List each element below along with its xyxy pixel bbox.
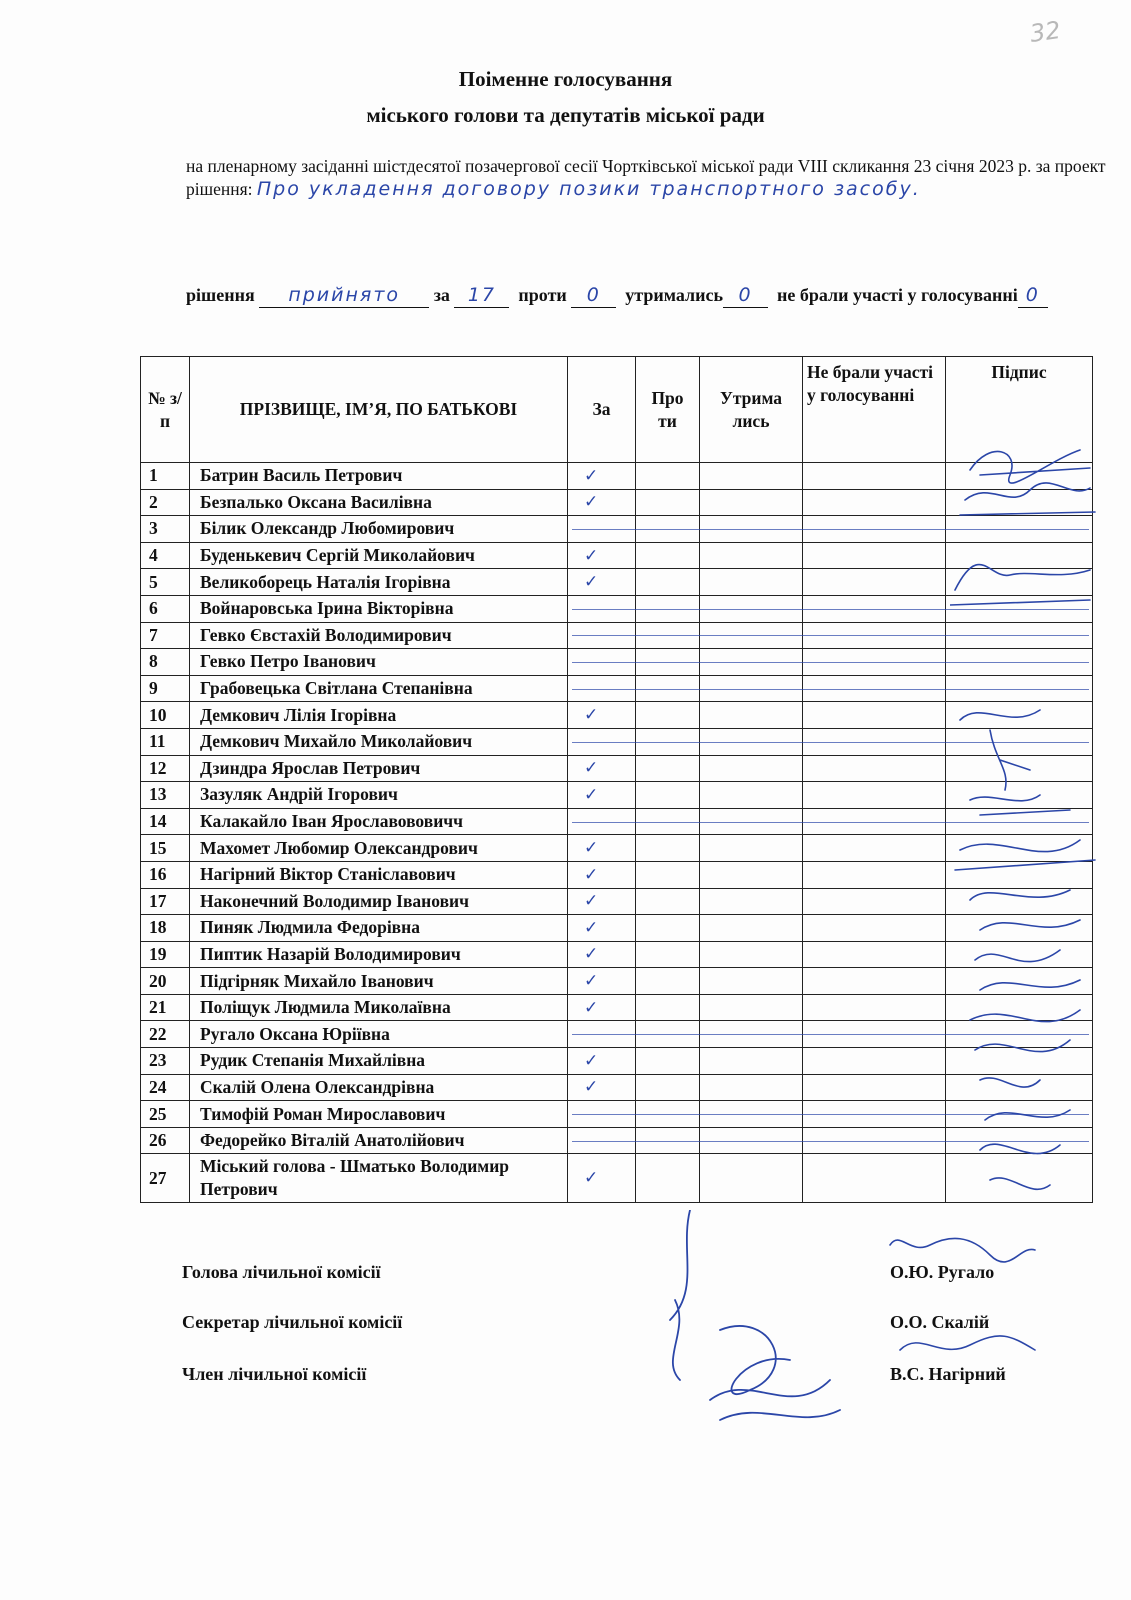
checkmark-icon: ✓ bbox=[584, 572, 599, 593]
checkmark-icon: ✓ bbox=[584, 1168, 599, 1189]
row-number: 12 bbox=[141, 755, 190, 782]
row-number: 18 bbox=[141, 915, 190, 942]
row-number: 14 bbox=[141, 808, 190, 835]
row-number: 2 bbox=[141, 489, 190, 516]
not-participated-label: не брали участі у голосуванні bbox=[777, 285, 1018, 305]
vote-for-cell bbox=[568, 463, 636, 490]
vote-for-cell bbox=[568, 542, 636, 569]
deputy-name: Рудик Степанія Михайлівна bbox=[190, 1048, 568, 1075]
vote-abstained-cell bbox=[700, 941, 803, 968]
commission-signature-drawing bbox=[650, 1210, 850, 1440]
row-number: 27 bbox=[141, 1154, 190, 1203]
vote-not-participated-cell bbox=[803, 915, 946, 942]
vote-for-cell bbox=[568, 1154, 636, 1203]
vote-for-cell bbox=[568, 968, 636, 995]
checkmark-icon: ✓ bbox=[584, 705, 599, 726]
row-number: 21 bbox=[141, 994, 190, 1021]
vote-not-participated-cell bbox=[803, 569, 946, 596]
vote-abstained-cell bbox=[700, 968, 803, 995]
header-for: За bbox=[568, 357, 636, 463]
vote-against-cell bbox=[636, 1074, 700, 1101]
checkmark-icon: ✓ bbox=[584, 784, 599, 805]
chair-label: Голова лічильної комісії bbox=[182, 1262, 381, 1282]
vote-not-participated-cell bbox=[803, 941, 946, 968]
row-number: 22 bbox=[141, 1021, 190, 1048]
vote-not-participated-cell bbox=[803, 489, 946, 516]
vote-for-cell bbox=[568, 835, 636, 862]
vote-against-cell bbox=[636, 569, 700, 596]
for-count: 17 bbox=[454, 283, 509, 308]
checkmark-icon: ✓ bbox=[584, 997, 599, 1018]
vote-against-cell bbox=[636, 542, 700, 569]
absent-strike-line bbox=[572, 822, 1089, 823]
vote-against-cell bbox=[636, 755, 700, 782]
deputy-name: Демкович Михайло Миколайович bbox=[190, 728, 568, 755]
deputy-name: Підгірняк Михайло Іванович bbox=[190, 968, 568, 995]
row-number: 8 bbox=[141, 649, 190, 676]
row-number: 3 bbox=[141, 516, 190, 543]
vote-for-cell bbox=[568, 915, 636, 942]
header-against: Про ти bbox=[636, 357, 700, 463]
deputy-name: Грабовецька Світлана Степанівна bbox=[190, 675, 568, 702]
name-signatures bbox=[880, 1225, 1040, 1375]
deputy-name: Пиняк Людмила Федорівна bbox=[190, 915, 568, 942]
absent-strike-line bbox=[572, 1114, 1089, 1115]
vote-against-cell bbox=[636, 489, 700, 516]
vote-not-participated-cell bbox=[803, 542, 946, 569]
document-subtitle: міського голови та депутатів міської ради bbox=[366, 103, 765, 127]
row-number: 26 bbox=[141, 1127, 190, 1154]
row-number: 4 bbox=[141, 542, 190, 569]
deputy-name: Гевко Петро Іванович bbox=[190, 649, 568, 676]
header-abstained: Утрима лись bbox=[700, 357, 803, 463]
checkmark-icon: ✓ bbox=[584, 971, 599, 992]
vote-abstained-cell bbox=[700, 463, 803, 490]
name-signature-drawing bbox=[880, 1225, 1040, 1375]
deputy-name: Скалій Олена Олександрівна bbox=[190, 1074, 568, 1101]
deputy-name: Гевко Євстахій Володимирович bbox=[190, 622, 568, 649]
row-number: 20 bbox=[141, 968, 190, 995]
checkmark-icon: ✓ bbox=[584, 465, 599, 486]
vote-against-cell bbox=[636, 941, 700, 968]
checkmark-icon: ✓ bbox=[584, 838, 599, 859]
row-number: 19 bbox=[141, 941, 190, 968]
row-number: 11 bbox=[141, 728, 190, 755]
row-number: 16 bbox=[141, 861, 190, 888]
vote-against-cell bbox=[636, 835, 700, 862]
commission-signatures bbox=[650, 1210, 850, 1440]
deputy-name: Дзиндра Ярослав Петрович bbox=[190, 755, 568, 782]
checkmark-icon: ✓ bbox=[584, 891, 599, 912]
vote-against-cell bbox=[636, 888, 700, 915]
decision-value: прийнято bbox=[259, 283, 429, 308]
row-number: 24 bbox=[141, 1074, 190, 1101]
header-not-participated: Не брали участі у голосуванні bbox=[803, 357, 946, 463]
vote-abstained-cell bbox=[700, 755, 803, 782]
vote-result-summary bbox=[186, 283, 1116, 308]
vote-not-participated-cell bbox=[803, 835, 946, 862]
vote-abstained-cell bbox=[700, 782, 803, 809]
row-number: 5 bbox=[141, 569, 190, 596]
secretary-label: Секретар лічильної комісії bbox=[182, 1312, 403, 1332]
checkmark-icon: ✓ bbox=[584, 1050, 599, 1071]
row-number: 1 bbox=[141, 463, 190, 490]
deputy-name: Пиптик Назарій Володимирович bbox=[190, 941, 568, 968]
deputy-name: Наконечний Володимир Іванович bbox=[190, 888, 568, 915]
vote-against-cell bbox=[636, 782, 700, 809]
row-number: 6 bbox=[141, 595, 190, 622]
vote-for-cell bbox=[568, 569, 636, 596]
vote-not-participated-cell bbox=[803, 782, 946, 809]
vote-abstained-cell bbox=[700, 1154, 803, 1203]
absent-strike-line bbox=[572, 1034, 1089, 1035]
vote-not-participated-cell bbox=[803, 861, 946, 888]
vote-against-cell bbox=[636, 702, 700, 729]
deputy-name: Ругало Оксана Юріївна bbox=[190, 1021, 568, 1048]
vote-against-cell bbox=[636, 915, 700, 942]
abstained-label: утримались bbox=[625, 285, 723, 305]
absent-strike-line bbox=[572, 529, 1089, 530]
deputy-name: Білик Олександр Любомирович bbox=[190, 516, 568, 543]
vote-for-cell bbox=[568, 1048, 636, 1075]
vote-not-participated-cell bbox=[803, 1074, 946, 1101]
vote-not-participated-cell bbox=[803, 1154, 946, 1203]
absent-strike-line bbox=[572, 662, 1089, 663]
header-num: № з/п bbox=[141, 357, 190, 463]
vote-for-cell bbox=[568, 861, 636, 888]
vote-against-cell bbox=[636, 994, 700, 1021]
header-name: ПРІЗВИЩЕ, ІМ’Я, ПО БАТЬКОВІ bbox=[190, 357, 568, 463]
vote-abstained-cell bbox=[700, 888, 803, 915]
row-number: 23 bbox=[141, 1048, 190, 1075]
absent-strike-line bbox=[572, 742, 1089, 743]
row-number: 7 bbox=[141, 622, 190, 649]
vote-abstained-cell bbox=[700, 835, 803, 862]
intro-text: на пленарному засіданні шістдесятої позачергової сесії Чортківської міської ради VIII скликання 23 січня 2023 р. за проект рішення: bbox=[186, 156, 1106, 199]
member-name: В.С. Нагірний bbox=[890, 1364, 1006, 1384]
vote-against-cell bbox=[636, 1048, 700, 1075]
deputy-name: Демкович Лілія Ігорівна bbox=[190, 702, 568, 729]
vote-not-participated-cell bbox=[803, 994, 946, 1021]
decision-label: рішення bbox=[186, 285, 255, 305]
vote-not-participated-cell bbox=[803, 702, 946, 729]
deputy-name: Поліщук Людмила Миколаївна bbox=[190, 994, 568, 1021]
checkmark-icon: ✓ bbox=[584, 1077, 599, 1098]
vote-for-cell bbox=[568, 994, 636, 1021]
vote-for-cell bbox=[568, 782, 636, 809]
deputy-name: Буденькевич Сергій Миколайович bbox=[190, 542, 568, 569]
vote-abstained-cell bbox=[700, 861, 803, 888]
deputy-name: Безпалько Оксана Василівна bbox=[190, 489, 568, 516]
vote-not-participated-cell bbox=[803, 755, 946, 782]
signature-scribble-drawing bbox=[950, 430, 1100, 1210]
vote-abstained-cell bbox=[700, 702, 803, 729]
row-number: 25 bbox=[141, 1101, 190, 1128]
member-label: Член лічильної комісії bbox=[182, 1364, 367, 1384]
vote-against-cell bbox=[636, 968, 700, 995]
against-count: 0 bbox=[571, 283, 616, 308]
row-number: 17 bbox=[141, 888, 190, 915]
deputy-name: Калакайло Іван Ярославововичч bbox=[190, 808, 568, 835]
vote-for-cell bbox=[568, 702, 636, 729]
row-number: 9 bbox=[141, 675, 190, 702]
intro-paragraph bbox=[186, 155, 1116, 201]
deputy-name: Тимофій Роман Мирославович bbox=[190, 1101, 568, 1128]
deputy-name: Зазуляк Андрій Ігорович bbox=[190, 782, 568, 809]
deputy-name: Батрин Василь Петрович bbox=[190, 463, 568, 490]
checkmark-icon: ✓ bbox=[584, 758, 599, 779]
chair-name: О.Ю. Ругало bbox=[890, 1262, 995, 1282]
vote-abstained-cell bbox=[700, 1048, 803, 1075]
handwritten-project-title: Про укладення договору позики транспортного засобу. bbox=[256, 178, 921, 200]
page-number: 32 bbox=[1028, 16, 1063, 48]
abstained-count: 0 bbox=[723, 283, 768, 308]
vote-for-cell bbox=[568, 1074, 636, 1101]
deputy-name: Махомет Любомир Олександрович bbox=[190, 835, 568, 862]
document-title: Поіменне голосування bbox=[458, 67, 673, 91]
vote-not-participated-cell bbox=[803, 888, 946, 915]
signature-scribbles bbox=[950, 430, 1100, 1210]
deputy-name: Міський голова - Шматько Володимир Петрович bbox=[190, 1154, 568, 1203]
vote-abstained-cell bbox=[700, 994, 803, 1021]
deputy-name: Федорейко Віталій Анатолійович bbox=[190, 1127, 568, 1154]
vote-abstained-cell bbox=[700, 915, 803, 942]
deputy-name: Нагірний Віктор Станіславович bbox=[190, 861, 568, 888]
vote-abstained-cell bbox=[700, 1074, 803, 1101]
header-signature: Підпис bbox=[946, 357, 1093, 463]
vote-for-cell bbox=[568, 941, 636, 968]
vote-abstained-cell bbox=[700, 542, 803, 569]
row-number: 13 bbox=[141, 782, 190, 809]
vote-against-cell bbox=[636, 861, 700, 888]
checkmark-icon: ✓ bbox=[584, 492, 599, 513]
vote-abstained-cell bbox=[700, 489, 803, 516]
vote-for-cell bbox=[568, 888, 636, 915]
checkmark-icon: ✓ bbox=[584, 944, 599, 965]
vote-for-cell bbox=[568, 755, 636, 782]
vote-not-participated-cell bbox=[803, 463, 946, 490]
secretary-name: О.О. Скалій bbox=[890, 1312, 990, 1332]
row-number: 15 bbox=[141, 835, 190, 862]
checkmark-icon: ✓ bbox=[584, 545, 599, 566]
vote-for-cell bbox=[568, 489, 636, 516]
checkmark-icon: ✓ bbox=[584, 864, 599, 885]
absent-strike-line bbox=[572, 635, 1089, 636]
absent-strike-line bbox=[572, 689, 1089, 690]
row-number: 10 bbox=[141, 702, 190, 729]
deputy-name: Войнаровська Ірина Вікторівна bbox=[190, 595, 568, 622]
for-label: за bbox=[433, 285, 450, 305]
against-label: проти bbox=[518, 285, 567, 305]
not-participated-count: 0 bbox=[1018, 283, 1048, 308]
vote-against-cell bbox=[636, 1154, 700, 1203]
absent-strike-line bbox=[572, 1141, 1089, 1142]
vote-not-participated-cell bbox=[803, 968, 946, 995]
vote-against-cell bbox=[636, 463, 700, 490]
deputy-name: Великоборець Наталія Ігорівна bbox=[190, 569, 568, 596]
absent-strike-line bbox=[572, 609, 1089, 610]
vote-abstained-cell bbox=[700, 569, 803, 596]
vote-not-participated-cell bbox=[803, 1048, 946, 1075]
checkmark-icon: ✓ bbox=[584, 917, 599, 938]
